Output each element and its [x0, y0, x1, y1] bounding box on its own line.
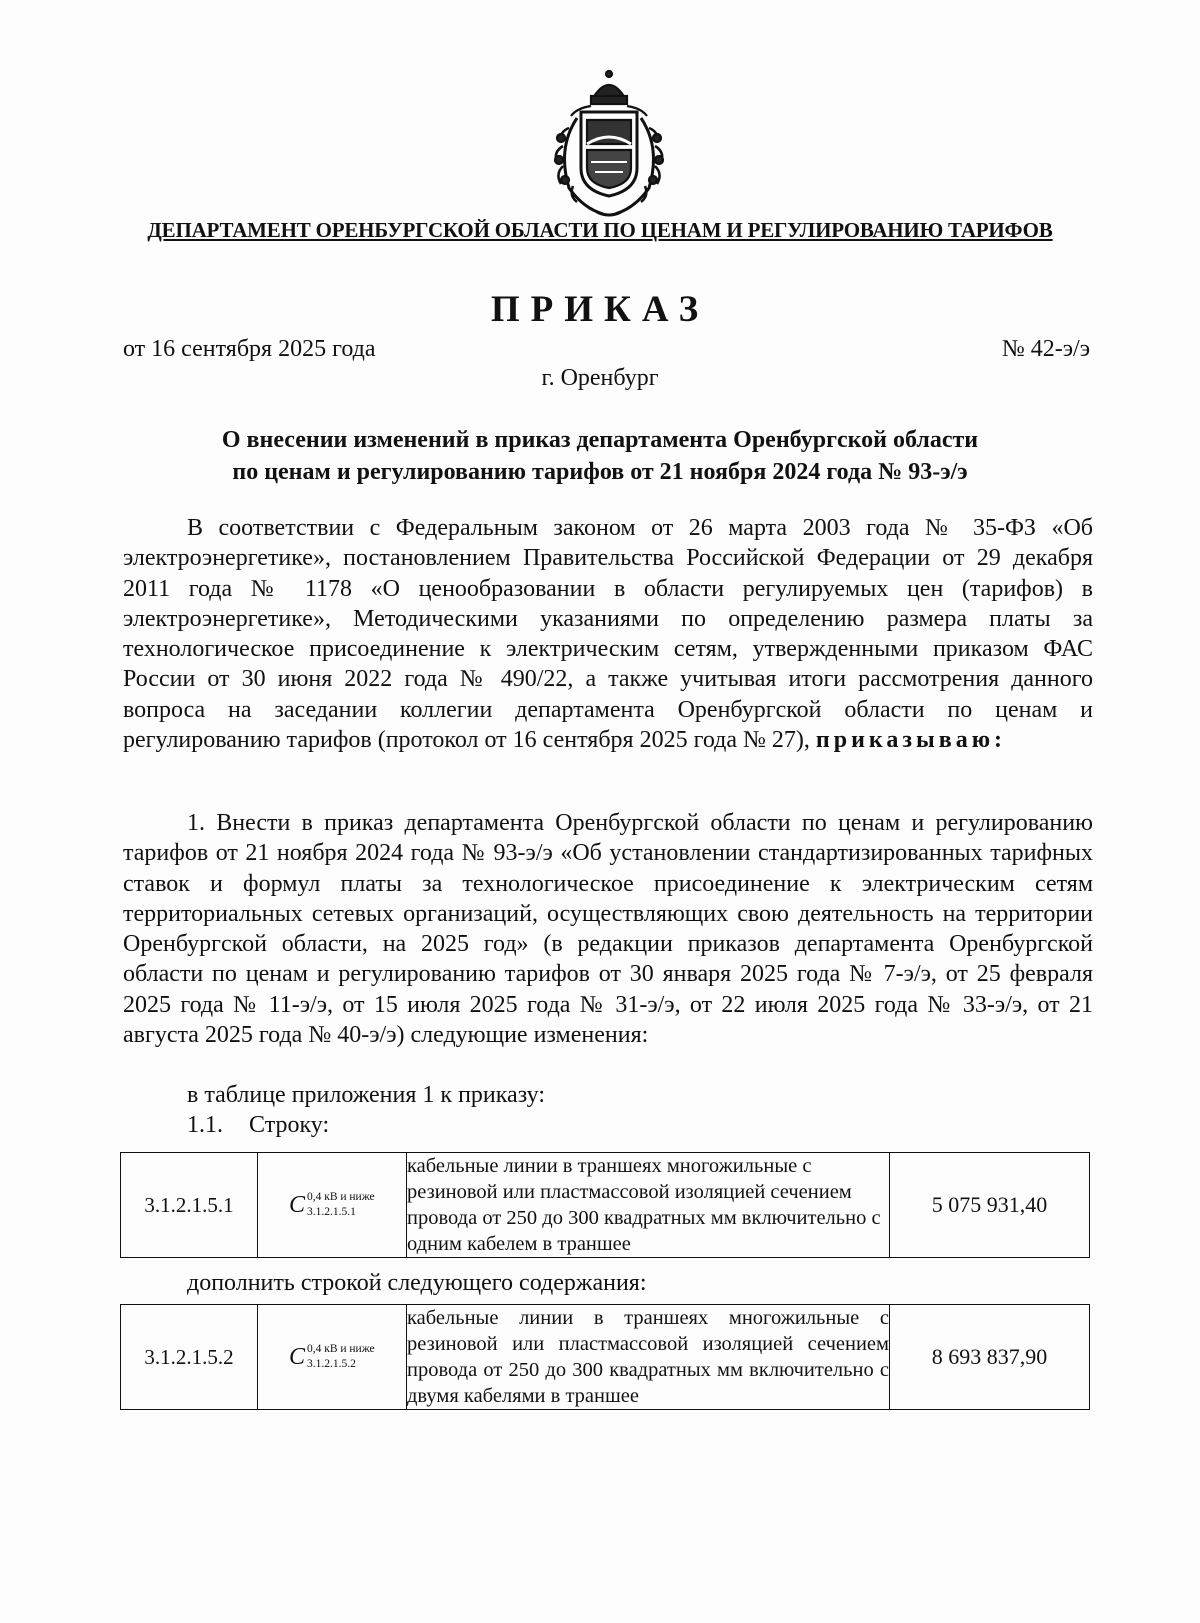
document-type-title: ПРИКАЗ	[490, 289, 710, 330]
row-description: кабельные линии в траншеях многожильные с резиновой или пластмассовой изоляцией сечением провода от 250 до 300 квадратных мм включительно с одним кабелем в траншее	[407, 1153, 890, 1258]
table-reference: в таблице приложения 1 к приказу:	[187, 1082, 546, 1108]
item-1-paragraph: 1. Внести в приказ департамента Оренбургской области по ценам и регулированию тарифов от 21 ноября 2024 года № 93-э/э «Об установлении стандартизированных тарифных ставок и формул платы за технологическое присоединение к электрическим сетям территориальных сетевых организаций, осуществляющих свою деятельность на территории Оренбургской области, на 2025 год» (в редакции приказов департамента Оренбургской области по ценам и регулированию тарифов от 30 января 2025 года № 7-э/э, от 25 февраля 2025 года № 11-э/э, от 15 июля 2025 года № 31-э/э, от 22 июля 2025 года № 33-э/э, от 21 августа 2025 года № 40-э/э) следующие изменения:	[123, 810, 1093, 1049]
subject-line-1: О внесении изменений в приказ департамента Оренбургской области	[221, 427, 979, 453]
coat-of-arms-emblem	[547, 68, 671, 220]
rate-symbol	[258, 1153, 407, 1258]
item-1-1-text: Строку:	[249, 1112, 330, 1138]
order-word: приказываю:	[815, 727, 1007, 754]
row-description: кабельные линии в траншеях многожильные с резиновой или пластмассовой изоляцией сечением провода от 250 до 300 квадратных мм включительно с двумя кабелями в траншее	[407, 1305, 890, 1410]
formula-letter: C	[288, 1191, 305, 1218]
new-row-table	[120, 1304, 1090, 1410]
rate-formula	[289, 1192, 375, 1219]
department-name: ДЕПАРТАМЕНТ ОРЕНБУРГСКОЙ ОБЛАСТИ ПО ЦЕНАМ И РЕГУЛИРОВАНИЮ ТАРИФОВ	[147, 218, 1053, 242]
rate-formula	[289, 1344, 375, 1371]
row-value: 5 075 931,40	[890, 1153, 1090, 1258]
preamble-paragraph	[123, 513, 1093, 755]
table-row	[121, 1305, 1090, 1410]
preamble-text: В соответствии с Федеральным законом от 26 марта 2003 года № 35-ФЗ «Об электроэнергетике», постановлением Правительства Российской Федерации от 29 декабря 2011 года № 1178 «О ценообразовании в области регулируемых цен (тарифов) в электроэнергетике», Методическими указаниями по определению размера платы за технологическое присоединение к электрическим сетям, утвержденными приказом ФАС России от 30 июня 2022 года № 490/22, а также учитывая итоги рассмотрения данного вопроса на заседании коллегии департамента Оренбургской области по ценам и регулированию тарифов (протокол от 16 сентября 2025 года № 27),	[123, 515, 1093, 754]
city: г. Оренбург	[541, 365, 659, 391]
formula-superscript: 0,4 кВ и ниже	[306, 1190, 375, 1203]
row-code: 3.1.2.1.5.2	[121, 1305, 258, 1410]
add-row-instruction: дополнить строкой следующего содержания:	[187, 1270, 647, 1296]
formula-subscript: 3.1.2.1.5.2	[306, 1357, 356, 1370]
rate-symbol	[258, 1305, 407, 1410]
existing-row-table	[120, 1152, 1090, 1258]
row-value: 8 693 837,90	[890, 1305, 1090, 1410]
table-row	[121, 1153, 1090, 1258]
formula-subscript: 3.1.2.1.5.1	[306, 1205, 356, 1218]
order-number: № 42-э/э	[1001, 336, 1090, 362]
item-1-1	[187, 1112, 329, 1139]
subject-line-2: по ценам и регулированию тарифов от 21 ноября 2024 года № 93-э/э	[232, 459, 968, 485]
order-subject	[0, 424, 1200, 488]
order-date: от 16 сентября 2025 года	[123, 336, 376, 362]
formula-letter: C	[288, 1343, 305, 1370]
row-code: 3.1.2.1.5.1	[121, 1153, 258, 1258]
formula-superscript: 0,4 кВ и ниже	[306, 1342, 375, 1355]
item-1-1-number: 1.1.	[187, 1112, 223, 1138]
